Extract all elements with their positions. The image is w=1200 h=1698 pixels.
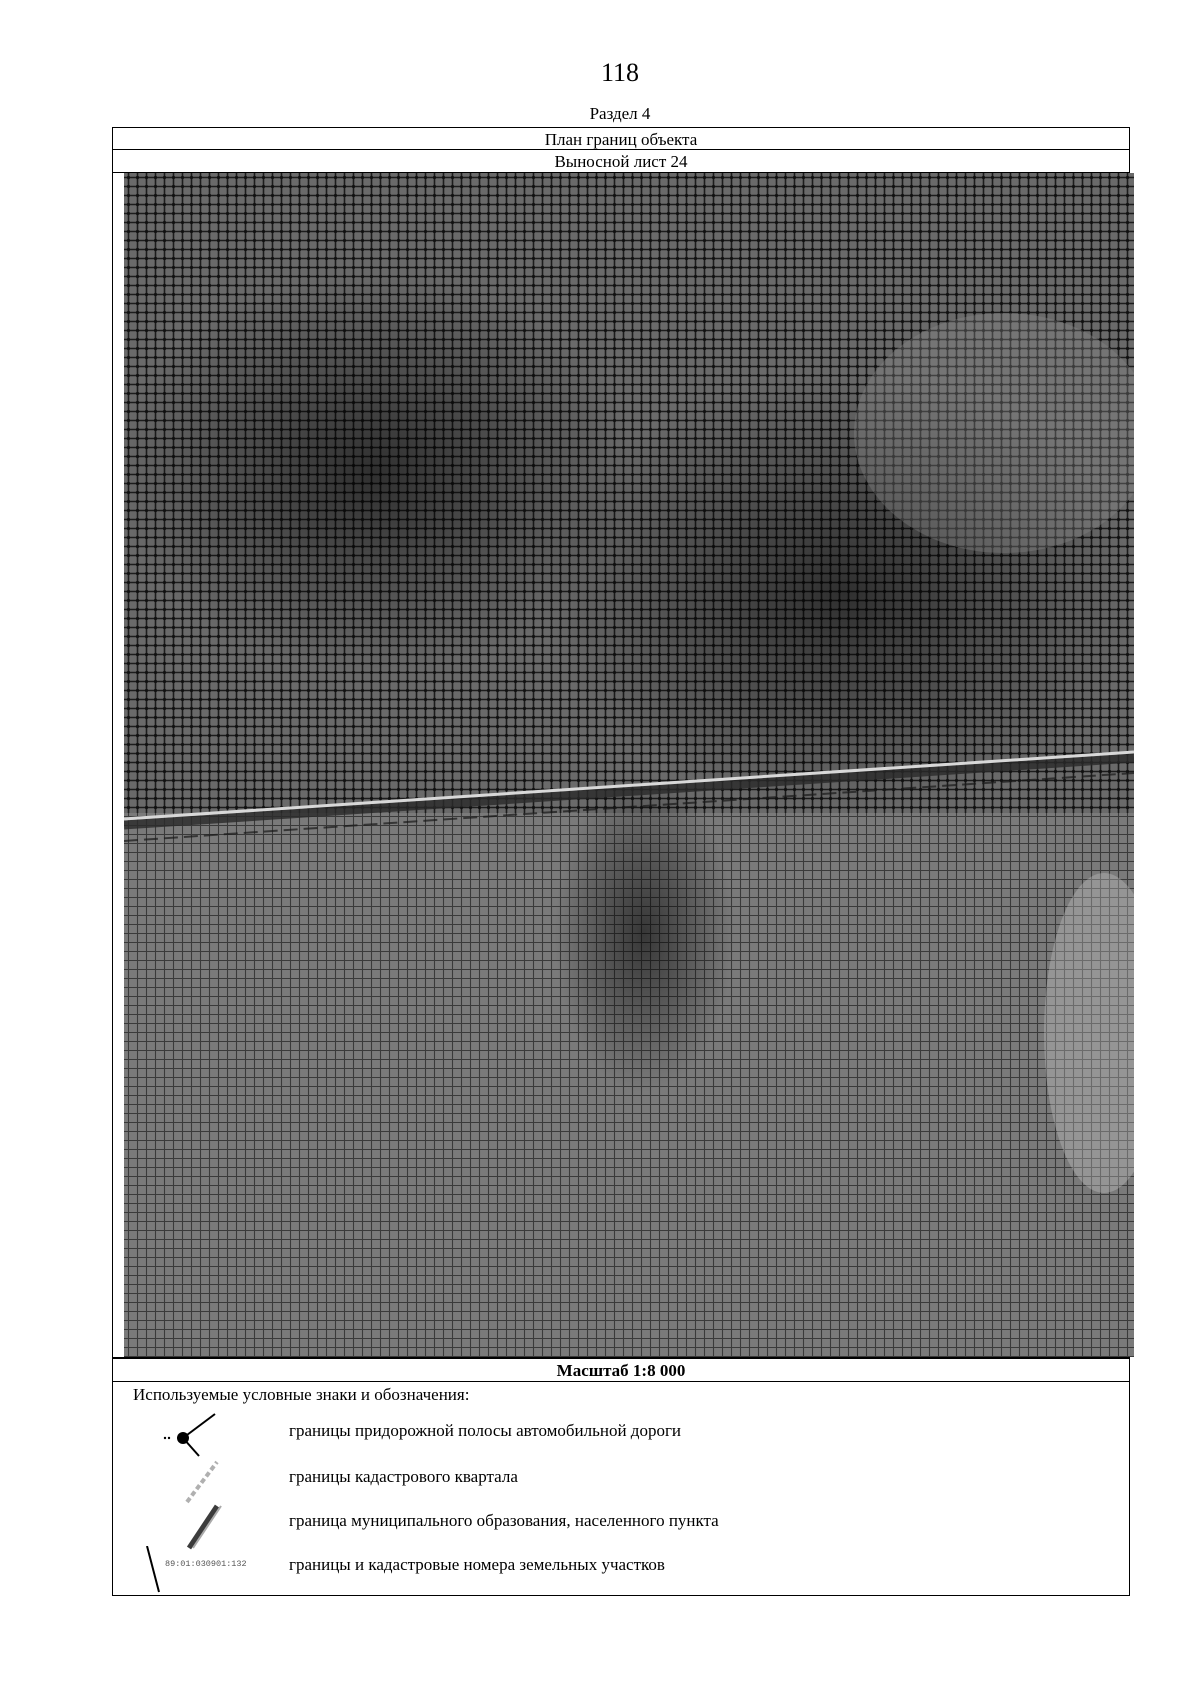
- scale-label: Масштаб 1:8 000: [112, 1358, 1130, 1382]
- legend-label: границы кадастрового квартала: [289, 1467, 518, 1486]
- cadastral-quarter-boundary-icon: [143, 1458, 273, 1498]
- legend-item: [113, 1458, 1129, 1498]
- land-plot-boundary-icon: [143, 1546, 273, 1586]
- legend-label: границы придорожной полосы автомобильной дороги: [289, 1421, 682, 1440]
- legend-title: Используемые условные знаки и обозначения:: [133, 1385, 470, 1404]
- roadside-strip-boundary-icon: [143, 1412, 273, 1452]
- sample-cadastral-number: 89:01:030901:132: [165, 1559, 247, 1569]
- section-label: Раздел 4: [589, 104, 651, 123]
- plan-frame: [112, 127, 1130, 1596]
- satellite-map: [124, 173, 1134, 1357]
- plan-title: План границ объекта: [112, 127, 1130, 150]
- legend-item: [113, 1546, 1129, 1586]
- legend-label: границы и кадастровые номера земельных участков: [289, 1555, 665, 1574]
- sheet-title: Выносной лист 24: [112, 150, 1130, 173]
- map-area[interactable]: [112, 173, 1130, 1358]
- municipal-boundary-icon: [143, 1502, 273, 1542]
- legend: [112, 1382, 1130, 1596]
- legend-item: [113, 1412, 1129, 1452]
- legend-label: граница муниципального образования, населенного пункта: [289, 1511, 719, 1530]
- page-number: 118: [600, 58, 640, 87]
- legend-item: [113, 1502, 1129, 1542]
